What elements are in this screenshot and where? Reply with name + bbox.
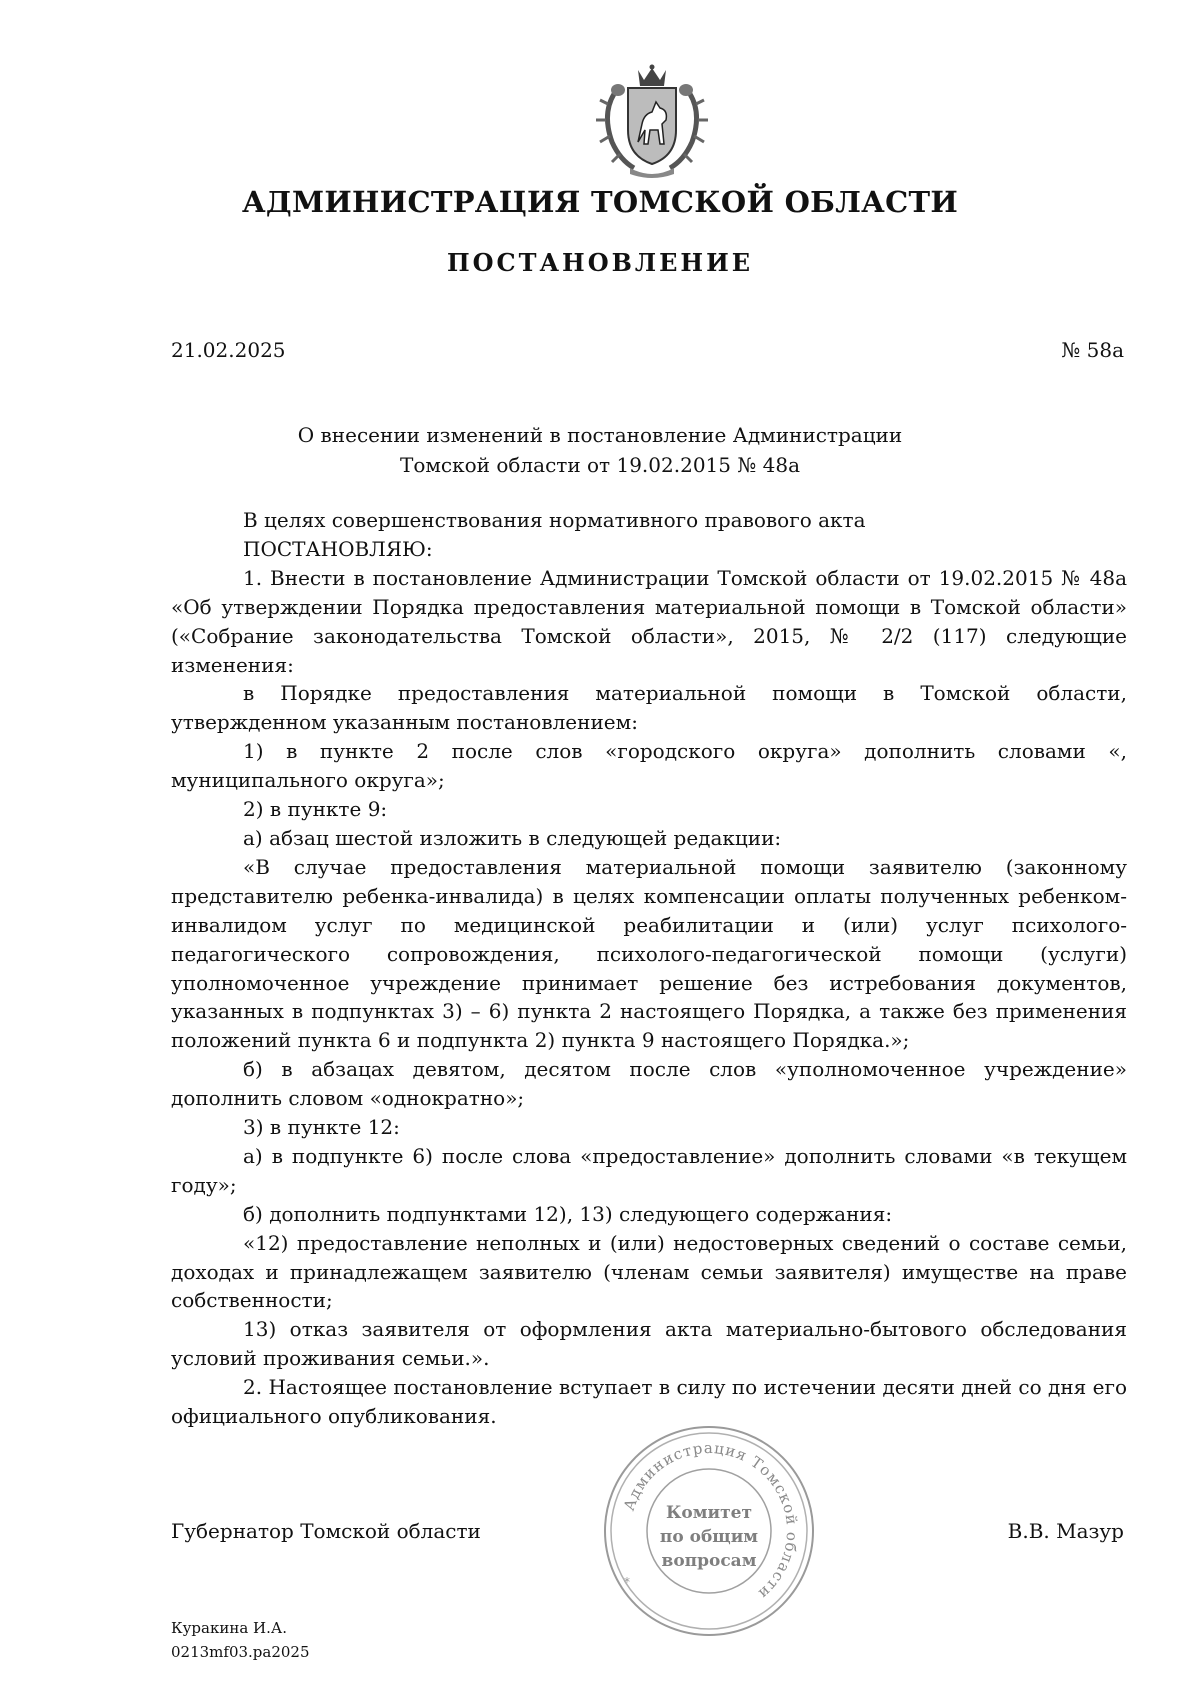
paragraph: 13) отказ заявителя от оформления акта материально-бытового обследования условий проживания семьи.».: [171, 1317, 1127, 1371]
paragraph: 3) в пункте 12:: [243, 1115, 400, 1140]
paragraph: а) в подпункте 6) после слова «предоставление» дополнить словами «в текущем году»;: [171, 1143, 1127, 1197]
svg-text:*: *: [624, 1575, 630, 1589]
document-number: № 58а: [1061, 338, 1124, 362]
signer-position: Губернатор Томской области: [171, 1519, 481, 1543]
subject-line: О внесении изменений в постановление Администрации: [297, 423, 903, 447]
resolution-word: ПОСТАНОВЛЯЮ:: [243, 536, 433, 561]
executor-block: [171, 1616, 310, 1664]
document-date: 21.02.2025: [171, 338, 286, 362]
paragraph: «12) предоставление неполных и (или) недостоверных сведений о составе семьи, доходах и принадлежащем заявителю (членам семьи заявителя) имуществе на праве собственности;: [171, 1230, 1127, 1313]
paragraph: «В случае предоставления материальной помощи заявителю (законному представителю ребенка-инвалида) в целях компенсации оплаты полученных ребенком-инвалидом услуг по медицинской реабилитации и (или) услуг психолого-педагогического сопровождения, психолого-педагогической помощи (услуги) уполномоченное учреждение принимает решение без истребования документов, указанных в подпунктах 3) – 6) пункта 2 настоящего Порядка, а также без применения положений пункта 6 и подпункта 2) пункта 9 настоящего Порядка.»;: [171, 854, 1127, 1053]
executor-name: Куракина И.А.: [171, 1619, 288, 1637]
document-subject: [0, 420, 1200, 480]
stamp-ring-text: Администрация Томской области: [619, 1438, 802, 1604]
paragraph: в Порядке предоставления материальной помощи в Томской области, утвержденном указанным постановлением:: [171, 681, 1127, 735]
stamp-center-line: по общим: [659, 1527, 759, 1547]
paragraph: б) дополнить подпунктами 12), 13) следующего содержания:: [243, 1201, 893, 1226]
paragraph: а) абзац шестой изложить в следующей редакции:: [243, 825, 782, 850]
paragraph: 2) в пункте 9:: [243, 797, 388, 822]
paragraph: 2. Настоящее постановление вступает в силу по истечении десяти дней со дня его официального опубликования.: [171, 1375, 1127, 1429]
paragraph: 1. Внести в постановление Администрации Томской области от 19.02.2015 № 48а «Об утверждении Порядка предоставления материальной помощи в Томской области» («Собрание законодательства Томской области», 2015, № 2/2 (117) следующие изменения:: [171, 565, 1127, 677]
organization-title: АДМИНИСТРАЦИЯ ТОМСКОЙ ОБЛАСТИ: [241, 185, 959, 219]
stamp-center-line: вопросам: [661, 1551, 757, 1571]
preamble: В целях совершенствования нормативного правового акта: [243, 508, 866, 532]
document-type: ПОСТАНОВЛЕНИЕ: [446, 248, 754, 277]
executor-code: 0213mf03.pa2025: [171, 1643, 310, 1661]
stamp-center-line: Комитет: [665, 1503, 753, 1523]
paragraph: 1) в пункте 2 после слов «городского округа» дополнить словами «, муниципального округа»;: [171, 739, 1127, 793]
subject-line: Томской области от 19.02.2015 № 48а: [399, 453, 801, 477]
coat-of-arms-icon: [594, 64, 710, 182]
paragraph: б) в абзацах девятом, десятом после слов «уполномоченное учреждение» дополнить словом «однократно»;: [171, 1057, 1127, 1111]
signer-name: В.В. Мазур: [1007, 1519, 1124, 1543]
official-stamp: [602, 1424, 816, 1638]
document-body: [171, 506, 1127, 1431]
